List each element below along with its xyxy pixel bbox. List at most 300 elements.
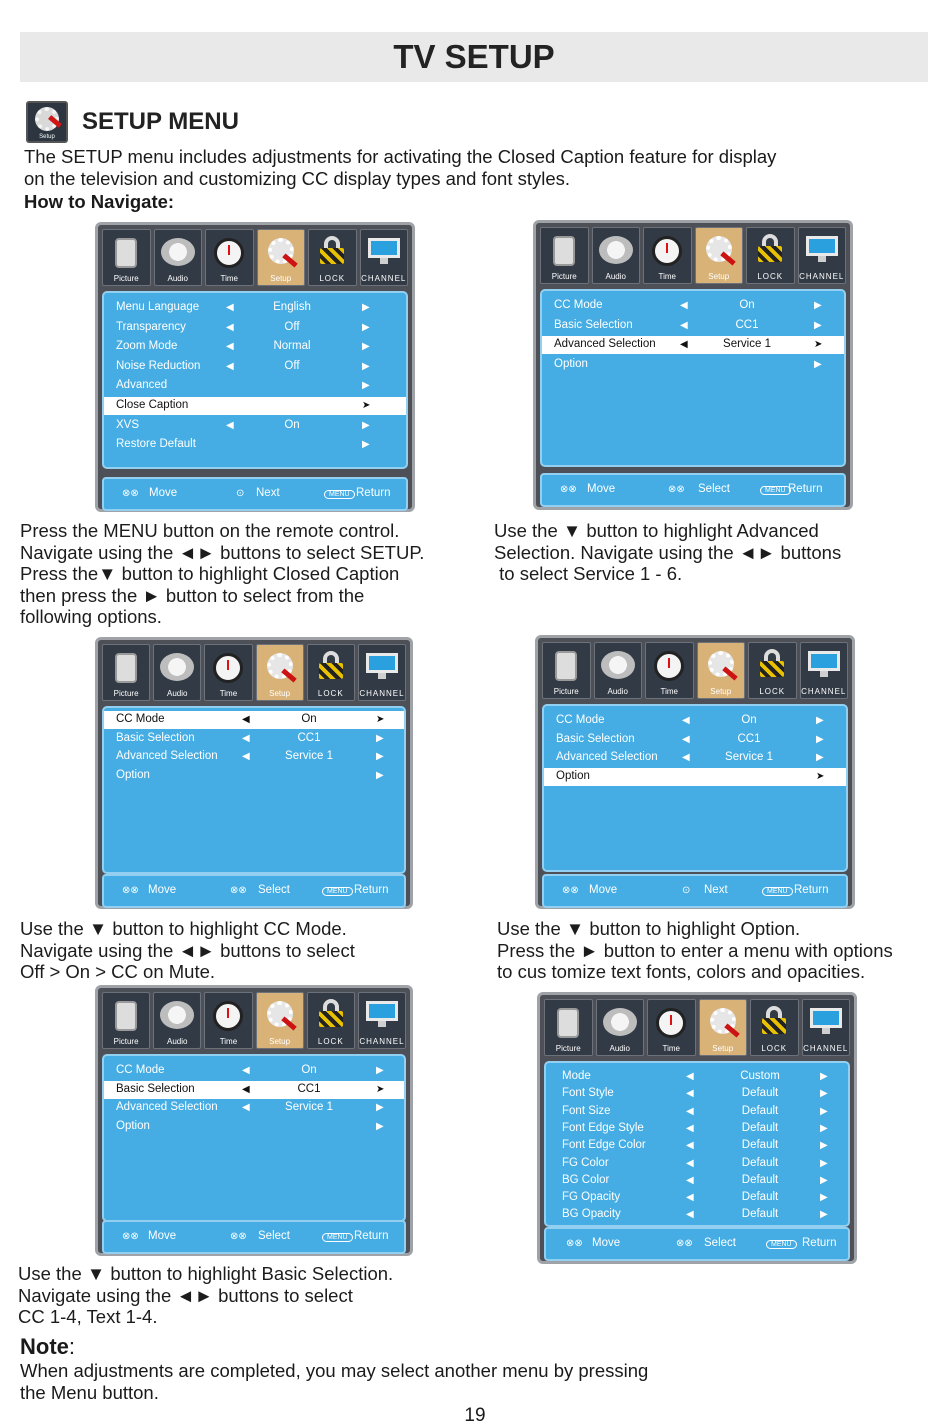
menu-item-value: CC1 xyxy=(297,1082,321,1095)
arrow-right-icon[interactable]: ▶ xyxy=(816,752,824,763)
menu-item-label: BG Color xyxy=(562,1173,610,1186)
tv-icon-bar xyxy=(102,229,408,286)
action-key-icon: ⊗⊗ xyxy=(230,885,247,896)
tab-channel[interactable] xyxy=(802,999,851,1056)
caption-3 xyxy=(20,918,355,983)
arrow-right-icon[interactable]: ▶ xyxy=(820,1105,828,1117)
menu-item-value: Service 1 xyxy=(285,750,333,762)
menu-item-label: Basic Selection xyxy=(116,731,195,744)
tab-time[interactable] xyxy=(204,644,252,701)
tab-label: Audio xyxy=(605,272,626,281)
arrow-left-icon[interactable]: ◀ xyxy=(242,1065,250,1076)
arrow-right-icon[interactable]: ▶ xyxy=(362,302,370,313)
tab-time[interactable] xyxy=(645,642,694,699)
footer-action-label: Next xyxy=(704,884,728,896)
footer-move-label: Move xyxy=(148,1230,177,1242)
nav-keys-icon: ⊗⊗ xyxy=(560,484,577,495)
menu-item-value: Service 1 xyxy=(723,338,771,351)
caption-line: Navigate using the ◄► buttons to select xyxy=(20,939,355,961)
tv-screen-1 xyxy=(95,222,415,512)
tv-footer-bar xyxy=(102,874,406,908)
tv-menu-list xyxy=(102,1054,406,1222)
tab-audio[interactable] xyxy=(592,227,641,284)
audio-icon xyxy=(161,238,195,266)
menu-row[interactable] xyxy=(104,377,406,395)
tab-picture[interactable] xyxy=(540,227,589,284)
menu-item-label: CC Mode xyxy=(554,299,603,311)
camera-icon xyxy=(555,651,577,681)
footer-return-label: Return xyxy=(354,1230,389,1242)
tv-footer-bar xyxy=(102,477,408,511)
menu-key-icon: MENU xyxy=(766,1240,797,1249)
tab-label: CHANNEL xyxy=(801,687,847,696)
gear-icon xyxy=(706,236,732,262)
menu-item-value: Default xyxy=(741,1087,779,1100)
arrow-left-icon[interactable]: ◀ xyxy=(686,1140,694,1152)
caption-line: Use the ▼ button to highlight CC Mode. xyxy=(20,918,347,939)
arrow-right-icon[interactable]: ▶ xyxy=(362,380,370,392)
footer-return-label: Return xyxy=(788,483,823,495)
menu-item-label: Mode xyxy=(562,1070,591,1082)
tab-picture[interactable] xyxy=(544,999,593,1056)
arrow-left-icon[interactable]: ◀ xyxy=(686,1122,694,1134)
arrow-right-icon[interactable]: ▶ xyxy=(820,1192,828,1204)
menu-row[interactable] xyxy=(546,1155,848,1173)
menu-item-label: Font Edge Color xyxy=(562,1139,646,1152)
menu-row[interactable] xyxy=(546,1137,848,1155)
lock-icon xyxy=(319,651,343,679)
menu-item-value: Service 1 xyxy=(725,751,773,763)
menu-row[interactable] xyxy=(546,1068,848,1086)
tab-label: Setup xyxy=(269,689,291,698)
menu-row[interactable] xyxy=(546,1103,848,1121)
arrow-right-icon[interactable]: ➤ xyxy=(376,1083,385,1095)
menu-row[interactable] xyxy=(544,731,846,749)
tab-lock[interactable] xyxy=(307,644,355,701)
menu-row[interactable] xyxy=(542,356,844,374)
note-heading xyxy=(20,1334,75,1360)
menu-item-value: Default xyxy=(741,1173,779,1186)
tab-lock[interactable] xyxy=(746,227,795,284)
arrow-right-icon[interactable]: ▶ xyxy=(820,1140,828,1152)
footer-move-label: Move xyxy=(589,884,618,896)
tab-audio[interactable] xyxy=(594,642,643,699)
arrow-right-icon[interactable]: ▶ xyxy=(820,1209,828,1221)
lock-icon xyxy=(760,649,784,677)
menu-item-value: CC1 xyxy=(737,732,761,745)
arrow-right-icon[interactable]: ▶ xyxy=(362,321,370,333)
arrow-left-icon[interactable]: ◀ xyxy=(226,321,234,333)
arrow-left-icon[interactable]: ◀ xyxy=(686,1209,694,1221)
arrow-right-icon[interactable]: ▶ xyxy=(820,1122,828,1134)
arrow-right-icon[interactable]: ➤ xyxy=(376,714,385,725)
audio-icon xyxy=(601,651,635,679)
tv-footer-bar xyxy=(540,473,846,507)
tab-audio[interactable] xyxy=(154,229,203,286)
arrow-right-icon[interactable]: ▶ xyxy=(820,1088,828,1100)
menu-key-icon: MENU xyxy=(322,1233,353,1242)
menu-key-icon: MENU xyxy=(322,887,353,896)
footer-return-label: Return xyxy=(794,884,829,896)
tv-screen-2 xyxy=(533,220,853,510)
caption-line: CC 1-4, Text 1-4. xyxy=(18,1306,158,1327)
arrow-left-icon[interactable]: ◀ xyxy=(686,1192,694,1204)
menu-item-value: CC1 xyxy=(297,731,321,744)
tab-label: Audio xyxy=(607,687,628,696)
footer-return-label: Return xyxy=(356,487,391,499)
tab-label: CHANNEL xyxy=(799,272,845,281)
tab-time[interactable] xyxy=(205,229,254,286)
menu-row[interactable] xyxy=(104,299,406,317)
note-line: the Menu button. xyxy=(20,1382,159,1403)
tab-setup[interactable] xyxy=(695,227,744,284)
menu-item-label: Advanced Selection xyxy=(116,1101,218,1113)
arrow-right-icon[interactable]: ▶ xyxy=(816,733,824,745)
menu-row[interactable] xyxy=(546,1120,848,1138)
arrow-right-icon[interactable]: ▶ xyxy=(814,358,822,370)
menu-row[interactable] xyxy=(542,297,844,315)
tab-time[interactable] xyxy=(204,992,252,1049)
clock-icon xyxy=(654,651,684,681)
footer-move-label: Move xyxy=(587,483,616,495)
tab-label: Setup xyxy=(708,272,730,281)
tab-label: Time xyxy=(658,272,676,281)
caption-line: Navigate using the ◄► buttons to select SETUP. xyxy=(20,541,425,563)
arrow-right-icon[interactable]: ▶ xyxy=(376,1065,384,1076)
arrow-right-icon[interactable]: ▶ xyxy=(820,1157,828,1169)
arrow-left-icon[interactable]: ◀ xyxy=(682,733,690,745)
action-key-icon: ⊙ xyxy=(682,885,691,896)
tab-label: Time xyxy=(219,689,238,698)
menu-row[interactable] xyxy=(544,712,846,730)
tab-lock[interactable] xyxy=(750,999,799,1056)
arrow-left-icon[interactable]: ◀ xyxy=(686,1088,694,1100)
menu-item-value: Default xyxy=(741,1208,779,1221)
intro-line: on the television and customizing CC display types and font styles. xyxy=(24,168,571,189)
tab-channel[interactable] xyxy=(800,642,849,699)
lock-icon xyxy=(320,236,344,264)
note-title: Note xyxy=(20,1334,69,1359)
tab-setup[interactable] xyxy=(256,992,304,1049)
arrow-right-icon[interactable]: ▶ xyxy=(820,1071,828,1082)
tab-picture[interactable] xyxy=(102,644,150,701)
gear-icon xyxy=(267,653,293,679)
menu-item-value: On xyxy=(741,714,757,726)
menu-row[interactable] xyxy=(104,748,404,766)
how-to-heading: How to Navigate: xyxy=(24,191,175,212)
menu-item-value: On xyxy=(301,1064,317,1076)
tab-time[interactable] xyxy=(643,227,692,284)
caption-line: Navigate using the ◄► buttons to select xyxy=(18,1284,353,1306)
menu-item-label: CC Mode xyxy=(116,713,165,725)
tv-icon-bar xyxy=(102,992,406,1049)
caption-line: to select Service 1 - 6. xyxy=(494,563,683,584)
menu-row[interactable] xyxy=(104,1081,404,1099)
lock-icon xyxy=(762,1006,786,1034)
menu-item-value: On xyxy=(301,713,317,725)
footer-move-label: Move xyxy=(149,487,178,499)
nav-keys-icon: ⊗⊗ xyxy=(122,885,139,896)
camera-icon xyxy=(115,1001,137,1031)
arrow-left-icon[interactable]: ◀ xyxy=(680,300,688,311)
tab-label: Time xyxy=(662,1044,680,1053)
tab-label: LOCK xyxy=(317,1037,344,1046)
footer-action-label: Select xyxy=(258,1230,290,1242)
menu-row[interactable] xyxy=(104,436,406,454)
menu-item-label: Option xyxy=(556,769,590,782)
caption-line: Press the ► button to enter a menu with options xyxy=(497,939,893,961)
clock-icon xyxy=(652,236,682,266)
arrow-left-icon[interactable]: ◀ xyxy=(242,1083,250,1095)
tab-channel[interactable] xyxy=(358,992,406,1049)
setup-icon-label: Setup xyxy=(39,134,55,140)
caption-line: to cus tomize text fonts, colors and opacities. xyxy=(497,961,866,982)
tab-setup[interactable] xyxy=(256,644,304,701)
arrow-left-icon[interactable]: ◀ xyxy=(682,715,690,726)
caption-line: following options. xyxy=(20,606,162,627)
page-title: TV SETUP xyxy=(393,38,555,75)
tab-label: LOCK xyxy=(319,274,346,283)
tv-menu-list xyxy=(544,1061,850,1227)
tab-label: Setup xyxy=(270,274,292,283)
audio-icon xyxy=(599,236,633,264)
tab-label: Picture xyxy=(113,689,139,698)
arrow-left-icon[interactable]: ◀ xyxy=(686,1105,694,1117)
menu-item-value: English xyxy=(273,301,311,313)
menu-item-label: Basic Selection xyxy=(554,318,633,331)
arrow-left-icon[interactable]: ◀ xyxy=(680,339,688,351)
arrow-right-icon[interactable]: ▶ xyxy=(376,1120,384,1132)
menu-row[interactable] xyxy=(104,417,406,435)
menu-item-label: Menu Language xyxy=(116,301,200,313)
menu-row[interactable] xyxy=(104,319,406,337)
menu-item-label: Noise Reduction xyxy=(116,359,201,372)
arrow-right-icon[interactable]: ▶ xyxy=(814,319,822,331)
tab-label: Setup xyxy=(269,1037,291,1046)
menu-item-label: Close Caption xyxy=(116,399,189,411)
arrow-left-icon[interactable]: ◀ xyxy=(226,360,234,372)
tab-label: Audio xyxy=(609,1044,630,1053)
arrow-left-icon[interactable]: ◀ xyxy=(682,752,690,763)
menu-row[interactable] xyxy=(104,1062,404,1080)
tab-time[interactable] xyxy=(647,999,696,1056)
arrow-right-icon[interactable]: ▶ xyxy=(820,1174,828,1186)
menu-row[interactable] xyxy=(104,767,404,785)
caption-line: Press the▼ button to highlight Closed Caption xyxy=(20,563,400,584)
tab-label: CHANNEL xyxy=(359,689,405,698)
tab-label: LOCK xyxy=(317,689,344,698)
caption-line: Use the ▼ button to highlight Option. xyxy=(497,918,801,939)
caption-2 xyxy=(494,520,841,585)
menu-row[interactable] xyxy=(104,1099,404,1117)
monitor-icon xyxy=(806,236,838,262)
arrow-right-icon[interactable]: ▶ xyxy=(362,439,370,451)
caption-line: Selection. Navigate using the ◄► buttons xyxy=(494,541,842,563)
caption-line: then press the ► button to select from the xyxy=(20,584,365,606)
tab-audio[interactable] xyxy=(596,999,645,1056)
menu-item-label: XVS xyxy=(116,418,140,431)
tv-icon-bar xyxy=(540,227,846,284)
menu-row[interactable] xyxy=(546,1189,848,1207)
tab-channel[interactable] xyxy=(798,227,847,284)
tab-label: Picture xyxy=(113,1037,139,1046)
arrow-left-icon[interactable]: ◀ xyxy=(680,319,688,331)
menu-item-label: CC Mode xyxy=(116,1064,165,1076)
arrow-right-icon[interactable]: ▶ xyxy=(362,360,370,372)
tv-screen-4 xyxy=(535,635,855,909)
footer-move-label: Move xyxy=(592,1237,621,1249)
gear-icon xyxy=(708,651,734,677)
arrow-left-icon[interactable]: ◀ xyxy=(226,419,234,431)
arrow-left-icon[interactable]: ◀ xyxy=(242,1102,250,1113)
arrow-left-icon[interactable]: ◀ xyxy=(226,302,234,313)
tab-picture[interactable] xyxy=(102,229,151,286)
tab-picture[interactable] xyxy=(542,642,591,699)
tab-setup[interactable] xyxy=(257,229,306,286)
tab-channel[interactable] xyxy=(360,229,409,286)
menu-item-label: Advanced xyxy=(116,379,168,392)
tab-label: Time xyxy=(660,687,678,696)
menu-row[interactable] xyxy=(546,1206,848,1224)
menu-item-label: Restore Default xyxy=(116,438,196,451)
arrow-right-icon[interactable]: ➤ xyxy=(816,770,825,782)
menu-item-label: Advanced Selection xyxy=(554,338,656,351)
tab-label: Time xyxy=(219,1037,238,1046)
gear-icon xyxy=(710,1008,736,1034)
menu-item-label: FG Color xyxy=(562,1156,609,1169)
arrow-right-icon[interactable]: ▶ xyxy=(376,732,384,744)
menu-item-label: Font Size xyxy=(562,1104,611,1117)
arrow-right-icon[interactable]: ➤ xyxy=(362,400,371,411)
tv-menu-list xyxy=(540,289,846,467)
tab-label: Audio xyxy=(167,689,188,698)
menu-item-label: BG Opacity xyxy=(562,1208,621,1221)
setup-icon xyxy=(26,101,68,143)
arrow-left-icon[interactable]: ◀ xyxy=(242,751,250,762)
tab-label: Picture xyxy=(555,1044,581,1053)
menu-item-label: Option xyxy=(116,1119,150,1132)
tab-label: LOCK xyxy=(757,272,784,281)
intro-text xyxy=(24,146,844,190)
arrow-right-icon[interactable]: ▶ xyxy=(362,341,370,353)
arrow-right-icon[interactable]: ▶ xyxy=(816,715,824,726)
menu-row[interactable] xyxy=(542,317,844,335)
menu-key-icon: MENU xyxy=(324,490,355,499)
menu-row[interactable] xyxy=(104,730,404,748)
tab-label: LOCK xyxy=(759,687,786,696)
menu-item-value: Service 1 xyxy=(285,1101,333,1113)
menu-item-label: Advanced Selection xyxy=(116,750,218,762)
clock-icon xyxy=(656,1008,686,1038)
lock-icon xyxy=(758,234,782,262)
menu-item-value: Default xyxy=(741,1191,779,1204)
arrow-left-icon[interactable]: ◀ xyxy=(686,1174,694,1186)
arrow-right-icon[interactable]: ▶ xyxy=(814,300,822,311)
menu-row[interactable] xyxy=(104,711,404,729)
camera-icon xyxy=(115,653,137,683)
nav-keys-icon: ⊗⊗ xyxy=(122,1231,139,1242)
menu-item-label: Font Style xyxy=(562,1087,614,1100)
tab-picture[interactable] xyxy=(102,992,150,1049)
arrow-right-icon[interactable]: ▶ xyxy=(362,419,370,431)
note-line: When adjustments are completed, you may select another menu by pressing xyxy=(20,1360,649,1381)
menu-row[interactable] xyxy=(104,338,406,356)
monitor-icon xyxy=(366,653,398,679)
tv-icon-bar xyxy=(542,642,848,699)
arrow-left-icon[interactable]: ◀ xyxy=(226,341,234,353)
menu-item-label: Advanced Selection xyxy=(556,751,658,763)
tab-label: Picture xyxy=(553,687,579,696)
menu-row[interactable] xyxy=(104,358,406,376)
caption-line: Off > On > CC on Mute. xyxy=(20,961,216,982)
action-key-icon: ⊗⊗ xyxy=(668,484,685,495)
menu-row[interactable] xyxy=(542,336,844,354)
tab-audio[interactable] xyxy=(153,992,201,1049)
tv-screen-3 xyxy=(95,637,413,909)
arrow-right-icon[interactable]: ➤ xyxy=(814,339,823,351)
nav-keys-icon: ⊗⊗ xyxy=(122,488,139,499)
arrow-right-icon[interactable]: ▶ xyxy=(376,769,384,781)
menu-item-value: Custom xyxy=(740,1070,780,1082)
section-heading: SETUP MENU xyxy=(82,108,239,135)
arrow-left-icon[interactable]: ◀ xyxy=(242,714,250,725)
gear-icon xyxy=(267,1001,293,1027)
footer-action-label: Select xyxy=(704,1237,736,1249)
tab-channel[interactable] xyxy=(358,644,406,701)
action-key-icon: ⊗⊗ xyxy=(230,1231,247,1242)
menu-item-label: CC Mode xyxy=(556,714,605,726)
tab-setup[interactable] xyxy=(697,642,746,699)
arrow-left-icon[interactable]: ◀ xyxy=(686,1157,694,1169)
caption-4 xyxy=(497,918,893,983)
menu-row[interactable] xyxy=(544,749,846,767)
menu-item-label: Transparency xyxy=(116,320,186,333)
arrow-left-icon[interactable]: ◀ xyxy=(686,1071,694,1082)
menu-row[interactable] xyxy=(104,1118,404,1136)
arrow-right-icon[interactable]: ▶ xyxy=(376,751,384,762)
tab-lock[interactable] xyxy=(308,229,357,286)
tab-lock[interactable] xyxy=(748,642,797,699)
caption-line: Press the MENU button on the remote control. xyxy=(20,520,400,541)
arrow-left-icon[interactable]: ◀ xyxy=(242,732,250,744)
menu-item-value: On xyxy=(284,418,300,431)
arrow-right-icon[interactable]: ▶ xyxy=(376,1102,384,1113)
footer-action-label: Next xyxy=(256,487,280,499)
tab-lock[interactable] xyxy=(307,992,355,1049)
tv-menu-list xyxy=(542,704,848,872)
tab-setup[interactable] xyxy=(699,999,748,1056)
menu-row[interactable] xyxy=(546,1172,848,1190)
menu-item-value: Default xyxy=(741,1104,779,1117)
tab-label: CHANNEL xyxy=(803,1044,849,1053)
tab-label: Audio xyxy=(167,274,188,283)
footer-return-label: Return xyxy=(354,884,389,896)
menu-row[interactable] xyxy=(544,768,846,786)
note-colon: : xyxy=(68,1334,76,1359)
tab-label: Audio xyxy=(167,1037,188,1046)
lock-icon xyxy=(319,999,343,1027)
caption-line: Use the ▼ button to highlight Advanced xyxy=(494,520,819,541)
audio-icon xyxy=(160,1001,194,1029)
monitor-icon xyxy=(808,651,840,677)
audio-icon xyxy=(603,1008,637,1036)
tab-audio[interactable] xyxy=(153,644,201,701)
action-key-icon: ⊗⊗ xyxy=(676,1238,693,1249)
menu-row[interactable] xyxy=(104,397,406,415)
clock-icon xyxy=(213,653,243,683)
menu-row[interactable] xyxy=(546,1085,848,1103)
tv-screen-5 xyxy=(95,985,413,1256)
